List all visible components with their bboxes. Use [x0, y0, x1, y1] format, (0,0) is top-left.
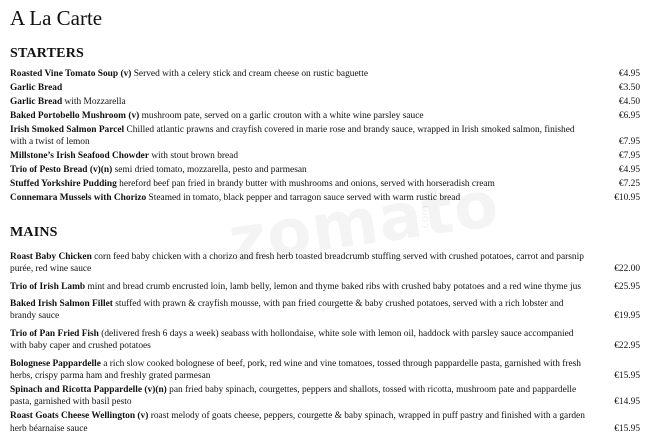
menu-item	[10, 192, 640, 204]
item-price: €22.00	[614, 264, 640, 275]
menu-page	[10, 0, 640, 437]
item-price: €25.95	[614, 281, 640, 292]
item-name: Bolognese Pappardelle	[10, 358, 101, 369]
item-name: Baked Portobello Mushroom (v)	[10, 111, 140, 121]
zomato-watermark-tld: .com	[418, 205, 431, 232]
item-name: Roasted Vine Tomato Soup (v)	[10, 69, 132, 79]
item-description: mushroom pate, served on a garlic crouton with a white wine parsley sauce	[139, 111, 424, 121]
item-name: Baked Irish Salmon Fillet	[10, 299, 113, 310]
item-price: €7.95	[618, 151, 640, 162]
menu-item	[10, 358, 640, 383]
item-description: a rich slow cooked bolognese of beef, pork, red wine and vine tomatoes, tossed through pappardelle pasta, garnished with fresh herbs, crispy parma ham and freshly grated parmesan	[10, 358, 581, 382]
item-description: mint and bread crumb encrusted loin, lamb belly, lemon and thyme baked ribs with crushed baby potatoes and a red wine thyme jus	[85, 281, 581, 292]
item-description: with Mozzarella	[62, 97, 126, 107]
menu-item	[10, 124, 640, 149]
mains-list	[10, 251, 640, 435]
menu-item	[10, 328, 640, 353]
item-price: €7.25	[618, 179, 640, 190]
item-price: €14.95	[614, 397, 640, 408]
item-price: €19.95	[614, 311, 640, 322]
item-name: Spinach and Ricotta Pappardelle (v)(n)	[10, 385, 167, 396]
item-name: Irish Smoked Salmon Parcel	[10, 125, 125, 135]
item-description: stuffed with prawn & crayfish mousse, with pan fried courgette & baby crushed potatoes, served with a rich lobster and brandy sauce	[10, 299, 564, 322]
item-price: €6.95	[618, 111, 640, 121]
menu-item	[10, 68, 640, 80]
menu-item	[10, 281, 640, 293]
mains-heading: MAINS	[10, 224, 58, 240]
item-name: Trio of Irish Lamb	[10, 281, 86, 292]
menu-item	[10, 110, 640, 122]
menu-item	[10, 384, 640, 409]
item-name: Roast Goats Cheese Wellington (v)	[10, 411, 149, 422]
item-description: corn feed baby chicken with a chorizo and fresh herb toasted breadcrumb stuffing served with crushed potatoes, carrot and parsnip purée, red wine sauce	[10, 251, 584, 275]
menu-item	[10, 164, 640, 176]
item-name: Garlic Bread	[10, 83, 63, 93]
item-description: (delivered fresh 6 days a week) seabass with hollondaise, white sole with lemon oil, haddock with parsley sauce accompanied with baby caper and crushed potatoes	[10, 328, 574, 352]
item-price: €15.95	[614, 371, 640, 382]
item-price: €4.95	[618, 165, 640, 176]
starters-list	[10, 68, 640, 205]
menu-item	[10, 96, 640, 108]
item-description: with stout brown bread	[148, 151, 239, 162]
item-price: €15.95	[614, 423, 640, 434]
item-price: €3.50	[618, 83, 640, 93]
item-price: €10.95	[614, 193, 640, 204]
menu-item	[10, 150, 640, 162]
item-description: semi dried tomato, mozzarella, pesto and parmesan	[112, 165, 307, 176]
starters-heading: STARTERS	[10, 46, 84, 61]
item-price: €22.95	[614, 341, 640, 352]
item-name: Garlic Bread	[10, 97, 63, 107]
item-name: Connemara Mussels with Chorizo	[10, 193, 147, 204]
item-name: Trio of Pan Fried Fish	[10, 328, 99, 339]
item-description: pan fried baby spinach, courgettes, peppers and shallots, tossed with ricotta, mushroom pate and pappardelle pasta, garnished with basil pesto	[10, 385, 577, 408]
item-description: hereford beef pan fried in brandy butter with mushrooms and onions, served with horseradish cream	[116, 179, 495, 190]
menu-title: A La Carte	[10, 6, 103, 30]
menu-item	[10, 251, 640, 276]
item-description: roast melody of goats cheese, peppers, courgette & baby spinach, wrapped in puff pastry and finished with a garden herb béarnaise sauce	[10, 411, 585, 434]
item-price: €4.50	[618, 97, 640, 107]
menu-item	[10, 82, 640, 94]
menu-item	[10, 298, 640, 323]
menu-item	[10, 410, 640, 435]
item-name: Trio of Pesto Bread (v)(n)	[10, 165, 113, 176]
item-name: Millstone’s Irish Seafood Chowder	[10, 151, 149, 162]
item-description: Steamed in tomato, black pepper and tarragon sauce served with warm rustic bread	[146, 193, 461, 204]
item-name: Stuffed Yorkshire Pudding	[10, 179, 117, 190]
item-name: Roast Baby Chicken	[10, 251, 92, 262]
item-description: Served with a celery stick and cream cheese on rustic baguette	[131, 69, 368, 79]
item-price: €4.95	[618, 69, 640, 79]
item-price: €7.95	[618, 137, 640, 148]
item-description: Chilled atlantic prawns and crayfish covered in marie rose and brandy sauce, wrapped in Irish smoked salmon, finished with a twist of lemon	[10, 125, 575, 148]
menu-item	[10, 178, 640, 190]
